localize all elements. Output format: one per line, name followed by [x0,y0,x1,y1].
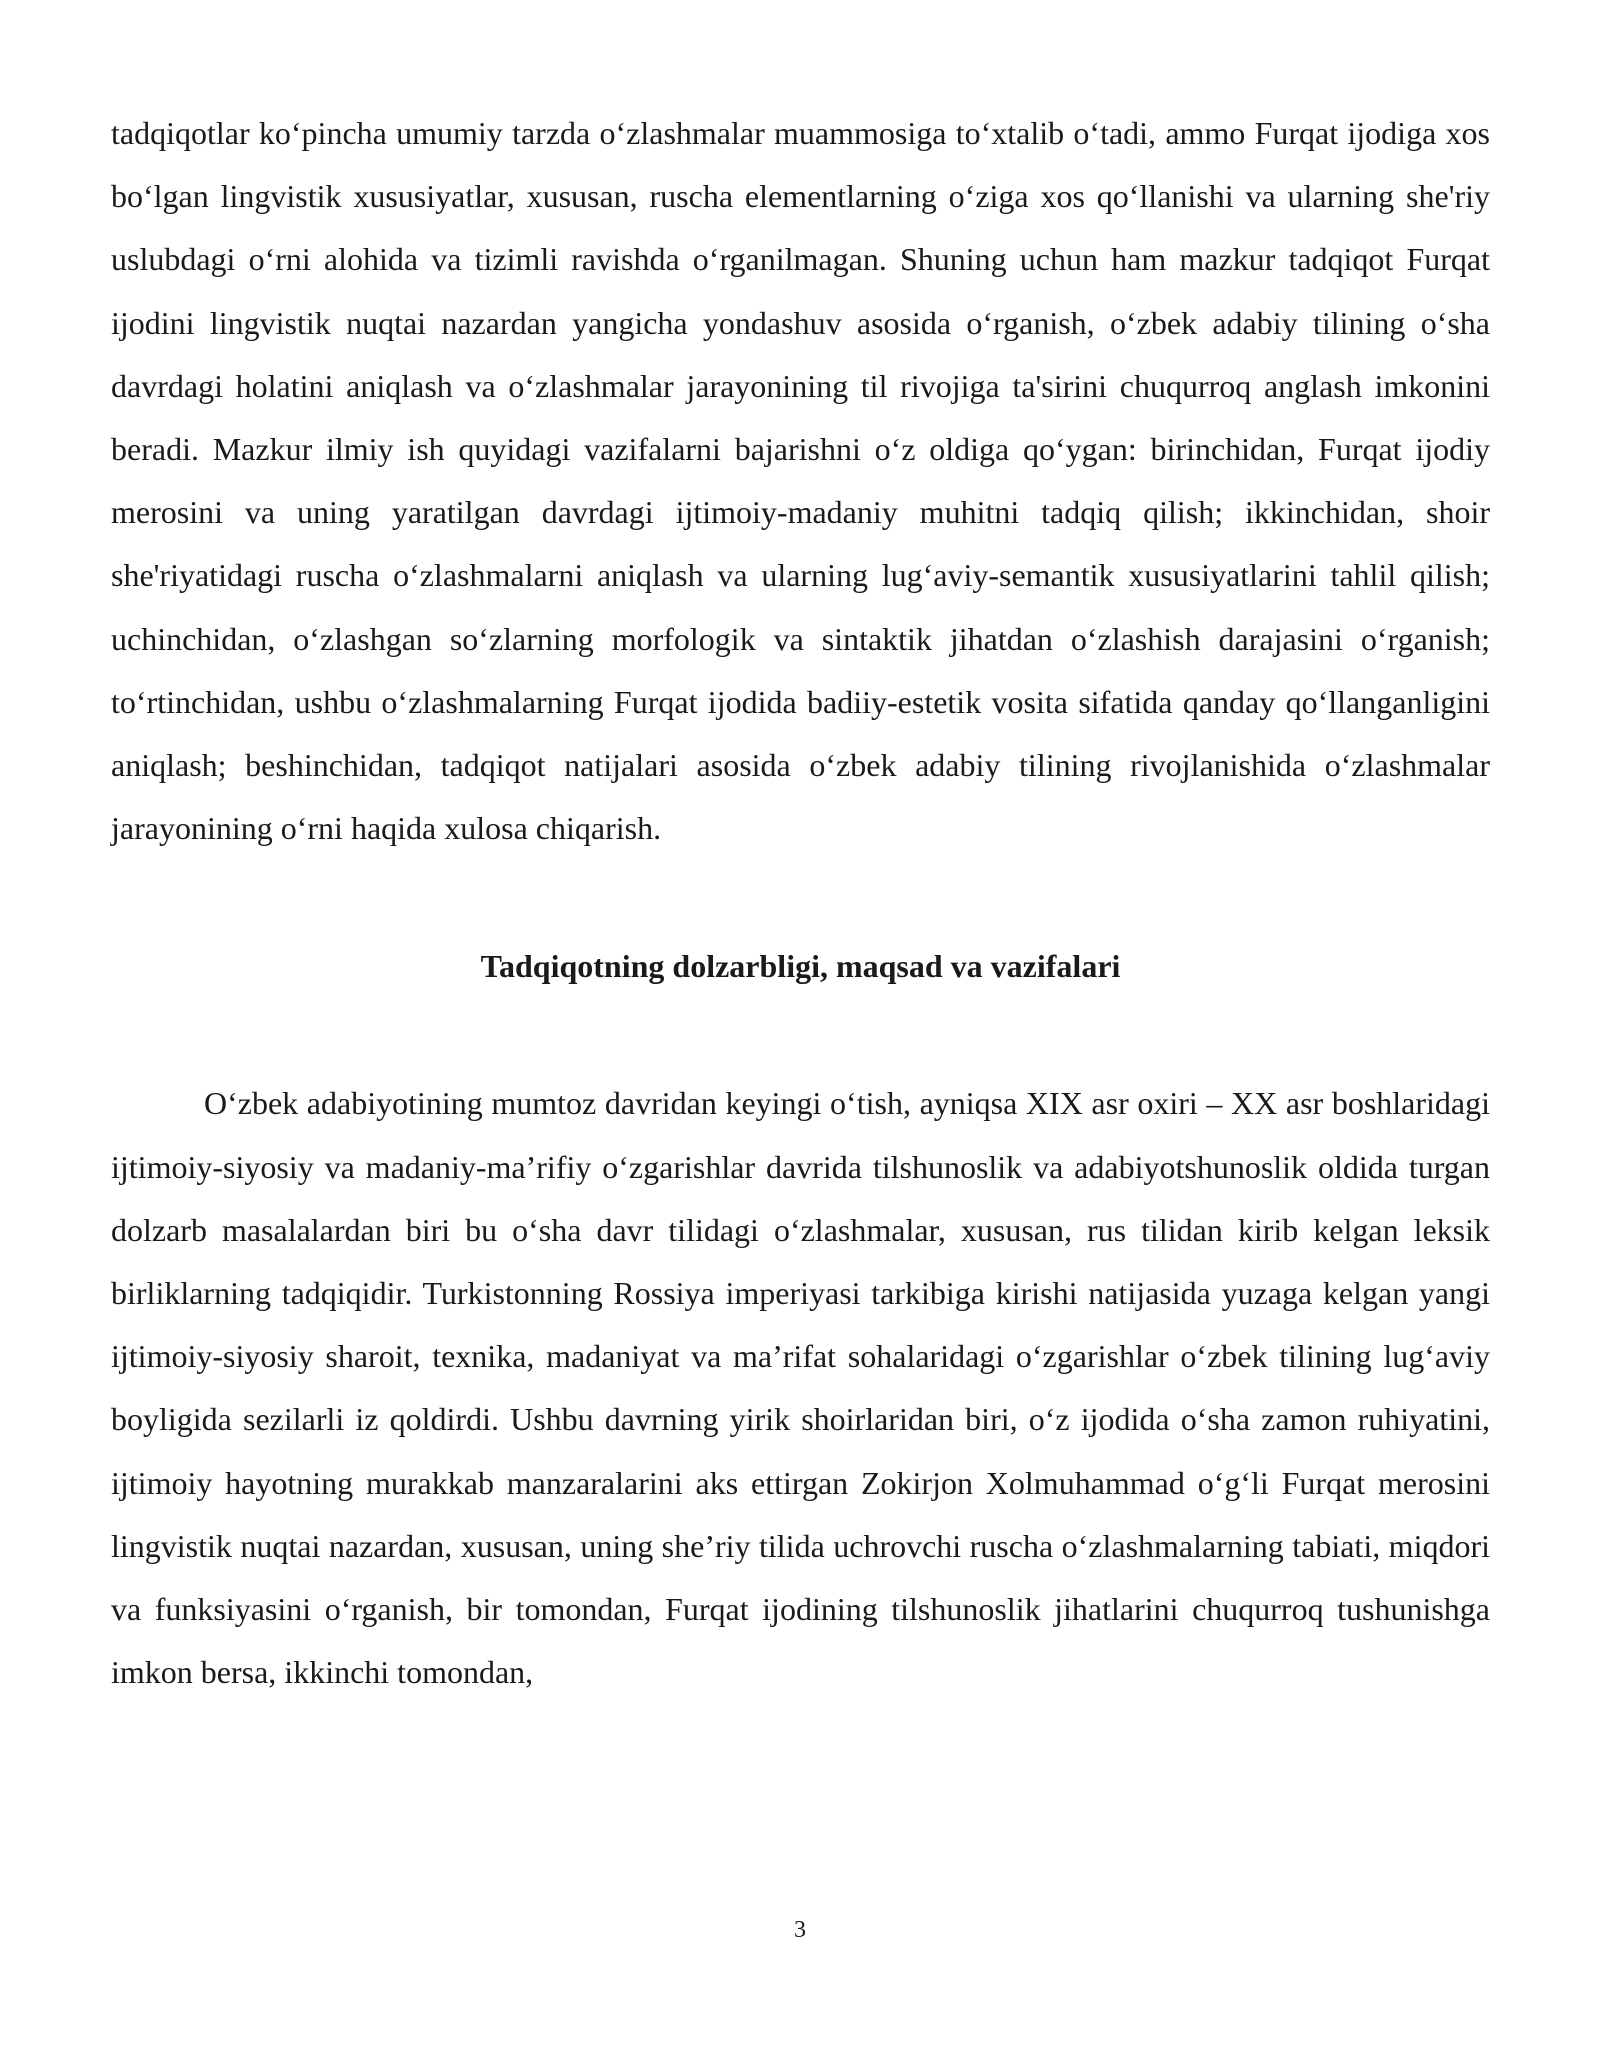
body-paragraph: O‘zbek adabiyotining mumtoz davridan keyingi o‘tish, ayniqsa XIX asr oxiri – XX asr boshlaridagi ijtimoiy-siyosiy va madaniy-ma’rifiy o‘zgarishlar davrida tilshunoslik va adabiyotshunoslik oldida turgan dolzarb masalalardan biri bu o‘sha davr tilidagi o‘zlashmalar, xususan, rus tilidan kirib kelgan leksik birliklarning tadqiqidir. Turkistonning Rossiya imperiyasi tarkibiga kirishi natijasida yuzaga kelgan yangi ijtimoiy-siyosiy sharoit, texnika, madaniyat va ma’rifat sohalaridagi o‘zgarishlar o‘zbek tilining lug‘aviy boyligida sezilarli iz qoldirdi. Ushbu davrning yirik shoirlaridan biri, o‘z ijodida o‘sha zamon ruhiyatini, ijtimoiy hayotning murakkab manzaralarini aks ettirgan Zokirjon Xolmuhammad o‘g‘li Furqat merosini lingvistik nuqtai nazardan, xususan, uning she’riy tilida uchrovchi ruscha o‘zlashmalarning tabiati, miqdori va funksiyasini o‘rganish, bir tomondan, Furqat ijodining tilshunoslik jihatlarini chuqurroq tushunishga imkon bersa, ikkinchi tomondan, [111,1085,1490,1691]
spacer [111,860,1490,935]
section-heading: Tadqiqotning dolzarbligi, maqsad va vazifalari [480,948,1121,985]
body-paragraph: tadqiqotlar ko‘pincha umumiy tarzda o‘zlashmalar muammosiga to‘xtalib o‘tadi, ammo Furqat ijodiga xos bo‘lgan lingvistik xususiyatlar, xususan, ruscha elementlarning o‘ziga xos qo‘llanishi va ularning she'riy uslubdagi o‘rni alohida va tizimli ravishda o‘rganilmagan. Shuning uchun ham mazkur tadqiqot Furqat ijodini lingvistik nuqtai nazardan yangicha yondashuv asosida o‘rganish, o‘zbek adabiy tilining o‘sha davrdagi holatini aniqlash va o‘zlashmalar jarayonining til rivojiga ta'sirini chuqurroq anglash imkonini beradi. Mazkur ilmiy ish quyidagi vazifalarni bajarishni o‘z oldiga qo‘ygan: birinchidan, Furqat ijodiy merosini va uning yaratilgan davrdagi ijtimoiy-madaniy muhitni tadqiq qilish; ikkinchidan, shoir she'riyatidagi ruscha o‘zlashmalarni aniqlash va ularning lug‘aviy-semantik xususiyatlarini tahlil qilish; uchinchidan, o‘zlashgan so‘zlarning morfologik va sintaktik jihatdan o‘zlashish darajasini o‘rganish; to‘rtinchidan, ushbu o‘zlashmalarning Furqat ijodida badiiy-estetik vosita sifatida qanday qo‘llanganligini aniqlash; beshinchidan, tadqiqot natijalari asosida o‘zbek adabiy tilining rivojlanishida o‘zlashmalar jarayonining o‘rni haqida xulosa chiqarish. [111,115,1490,847]
page-number: 3 [794,1917,806,1943]
document-page [111,102,1490,1704]
spacer [111,998,1490,1072]
